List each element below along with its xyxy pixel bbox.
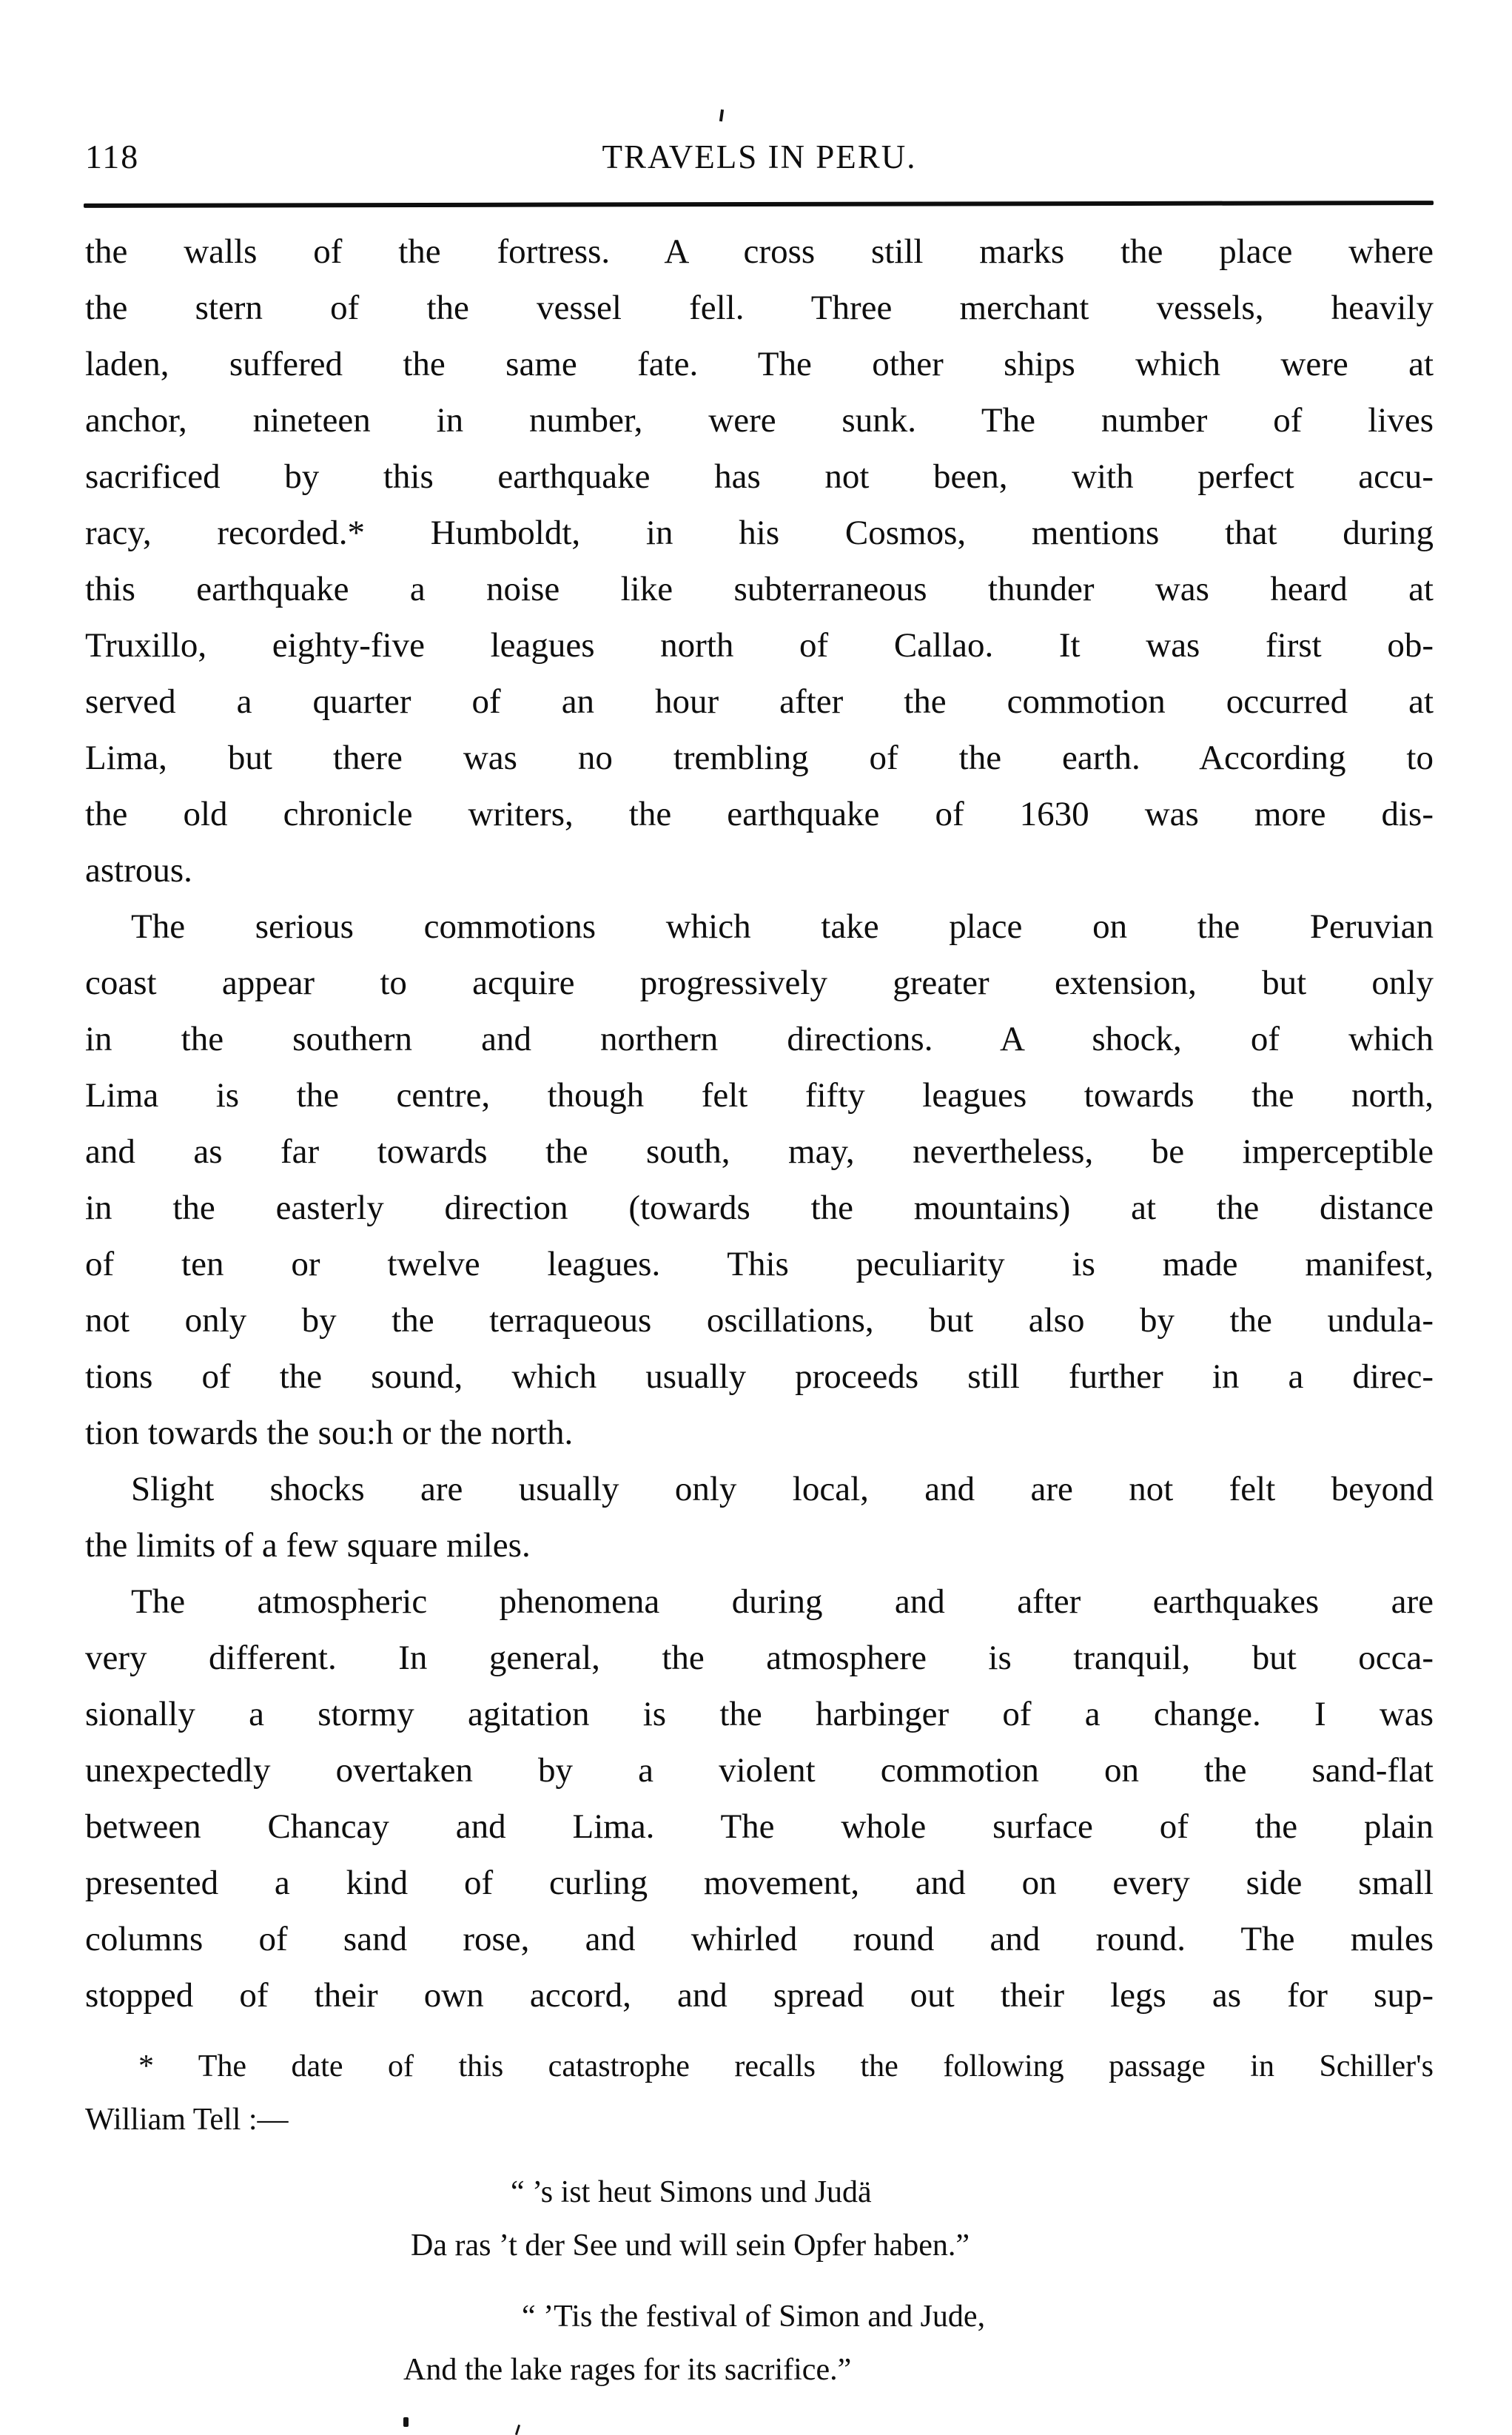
text-line: in the easterly direction (towards the mountains) at the distance <box>85 1189 1434 1227</box>
text-line: presented a kind of curling movement, and on every side small <box>85 1864 1434 1902</box>
text-line: unexpectedly overtaken by a violent commotion on the sand-flat <box>85 1751 1434 1790</box>
footnote <box>85 2040 1434 2397</box>
text-line: racy, recorded.* Humboldt, in his Cosmos, mentions that during <box>85 514 1434 552</box>
text-line: Lima is the centre, though felt fifty leagues towards the north, <box>85 1076 1434 1115</box>
text-line: The serious commotions which take place on the Peruvian <box>131 907 1434 946</box>
text-line: The atmospheric phenomena during and after earthquakes are <box>131 1582 1434 1621</box>
text-line: between Chancay and Lima. The whole surface of the plain <box>85 1807 1434 1846</box>
verse-line-english: “ ’Tis the festival of Simon and Jude, <box>522 2300 986 2334</box>
text-line: in the southern and northern directions. A shock, of which <box>85 1020 1434 1058</box>
text-line: the stern of the vessel fell. Three merchant vessels, heavily <box>85 289 1434 327</box>
page-header <box>85 133 1434 181</box>
text-line: astrous. <box>85 851 192 890</box>
text-line: Lima, but there was no trembling of the earth. According to <box>85 739 1434 777</box>
scan-speck <box>719 110 724 121</box>
text-line: this earthquake a noise like subterraneous thunder was heard at <box>85 570 1434 608</box>
footnote-line: William Tell :— <box>85 2103 289 2137</box>
verse-line-english: And the lake rages for its sacrifice.” <box>403 2353 852 2387</box>
text-line: the limits of a few square miles. <box>85 1526 531 1565</box>
text-line: of ten or twelve leagues. This peculiarity is made manifest, <box>85 1245 1434 1283</box>
text-line: tions of the sound, which usually proceeds still further in a direc- <box>85 1357 1434 1396</box>
verse-line-german: Da ras ’t der See und will sein Opfer haben.” <box>411 2229 970 2263</box>
text-line: anchor, nineteen in number, were sunk. The number of lives <box>85 401 1434 440</box>
text-line: the walls of the fortress. A cross still marks the place where <box>85 232 1434 271</box>
text-line: and as far towards the south, may, nevertheless, be imperceptible <box>85 1132 1434 1171</box>
text-line: sacrificed by this earthquake has not been, with perfect accu- <box>85 457 1434 496</box>
footnote-line: * The date of this catastrophe recalls the following passage in Schiller's <box>138 2049 1434 2083</box>
scan-speck <box>403 2417 409 2427</box>
body-text <box>85 224 1434 2023</box>
text-line: Slight shocks are usually only local, and are not felt beyond <box>131 1470 1434 1508</box>
text-line: the old chronicle writers, the earthquake of 1630 was more dis- <box>85 795 1434 833</box>
verse-line-german: “ ’s ist heut Simons und Judä <box>511 2175 872 2209</box>
text-line: laden, suffered the same fate. The other ships which were at <box>85 345 1434 383</box>
text-line: not only by the terraqueous oscillations, but also by the undula- <box>85 1301 1434 1340</box>
scan-speck <box>515 2425 520 2435</box>
text-line: very different. In general, the atmosphere is tranquil, but occa- <box>85 1639 1434 1677</box>
header-rule <box>84 201 1434 208</box>
text-line: served a quarter of an hour after the commotion occurred at <box>85 682 1434 721</box>
text-line: sionally a stormy agitation is the harbinger of a change. I was <box>85 1695 1434 1733</box>
page-number: 118 <box>85 138 140 175</box>
text-line: tion towards the sou:h or the north. <box>85 1414 574 1452</box>
text-line: coast appear to acquire progressively greater extension, but only <box>85 964 1434 1002</box>
text-line: columns of sand rose, and whirled round and round. The mules <box>85 1920 1434 1958</box>
text-line: Truxillo, eighty-five leagues north of Callao. It was first ob- <box>85 626 1434 665</box>
text-line: stopped of their own accord, and spread out their legs as for sup- <box>85 1976 1434 2015</box>
running-title: TRAVELS IN PERU. <box>602 138 917 175</box>
